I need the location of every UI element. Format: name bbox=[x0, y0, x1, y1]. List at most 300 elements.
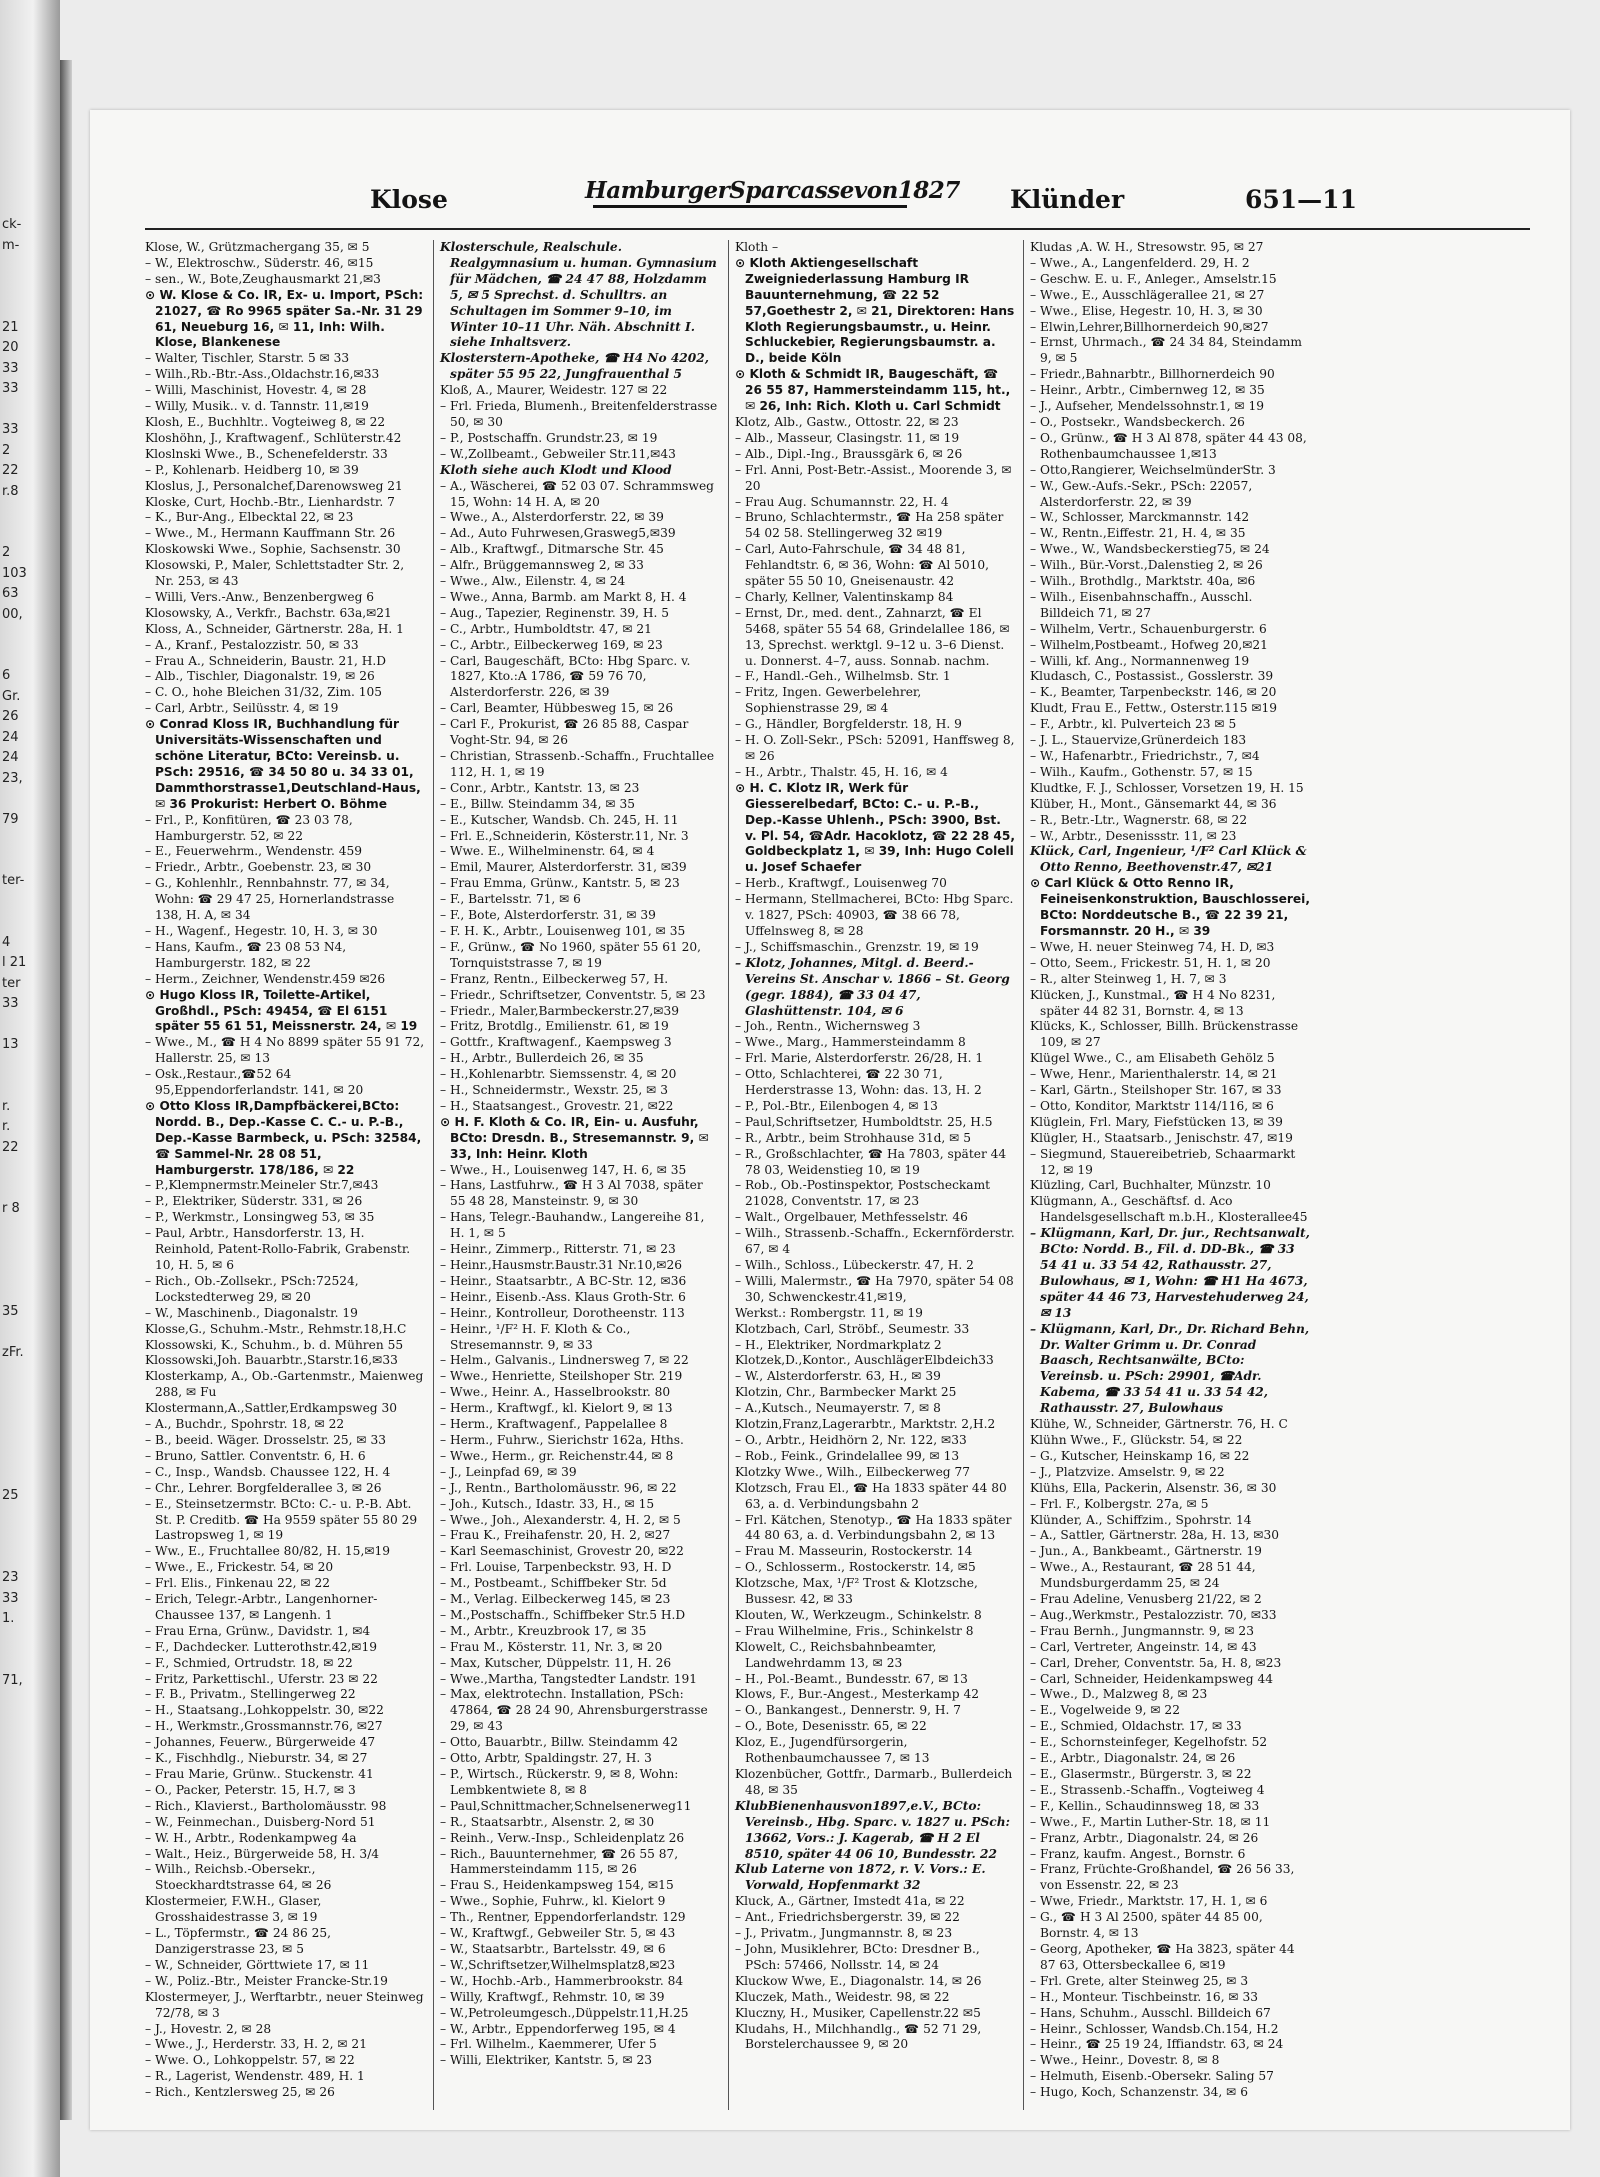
directory-entry: – Heinr.,Hausmstr.Baustr.31 Nr.10,✉26 bbox=[440, 1258, 682, 1272]
directory-entry: – E., Glasermstr., Bürgerstr. 3, ✉ 22 bbox=[1030, 1767, 1252, 1781]
directory-entry: – O., Schlosserm., Rostockerstr. 14, ✉5 bbox=[735, 1560, 976, 1575]
directory-entry: – Willi, Malermstr., ☎ Ha 7970, später 54 08 30, Schwenckestr.41,✉19, bbox=[735, 1273, 1014, 1304]
directory-entry: – Reinh., Verw.-Insp., Schleidenplatz 26 bbox=[440, 1830, 685, 1845]
directory-entry: Werkst.: Rombergstr. 11, ✉ 19 bbox=[735, 1305, 923, 1320]
directory-entry: – Wwe. O., Lohkoppelstr. 57, ✉ 22 bbox=[145, 2053, 355, 2068]
directory-entry: – Bruno, Schlachtermstr., ☎ Ha 258 später 54 02 58. Stellingerweg 32 ✉19 bbox=[735, 510, 1004, 541]
directory-entry: – Carl F., Prokurist, ☎ 26 85 88, Caspar Voght-Str. 94, ✉ 26 bbox=[440, 717, 689, 748]
directory-entry: – Emil, Maurer, Alsterdorferstr. 31, ✉39 bbox=[440, 860, 687, 875]
directory-entry: – J., Privatm., Jungmannstr. 8, ✉ 23 bbox=[735, 1926, 953, 1941]
directory-entry: – Hugo, Koch, Schanzenstr. 34, ✉ 6 bbox=[1030, 2085, 1248, 2100]
directory-entry: – Wwe., Sophie, Fuhrw., kl. Kielort 9 bbox=[440, 1894, 666, 1909]
directory-entry: – Otto,Rangierer, WeichselmünderStr. 3 bbox=[1030, 462, 1276, 477]
directory-entry: – Conr., Arbtr., Kantstr. 13, ✉ 23 bbox=[440, 780, 640, 795]
logo-underline bbox=[593, 205, 907, 208]
directory-entry: – R., alter Steinweg 1, H. 7, ✉ 3 bbox=[1030, 971, 1227, 986]
header-first-entry: Klose bbox=[370, 185, 448, 214]
directory-entry: – Fritz, Brotdlg., Emilienstr. 61, ✉ 19 bbox=[440, 1019, 669, 1034]
directory-entry: – H., Arbtr., Thalstr. 45, H. 16, ✉ 4 bbox=[735, 764, 948, 779]
directory-entry: – Wilh., Eisenbahnschaffn., Ausschl. Billdeich 71, ✉ 27 bbox=[1030, 589, 1253, 620]
adjacent-page-fragments: ck- m- 21 20 33 33 33 2 22 r.8 2 103 63 00, 6 Gr. 26 24 24 23, 79 ter- 4 l 21 ter 33 13 r. r. 22 r 8 35 zFr. 25 23 33 1. 71, bbox=[2, 217, 27, 1688]
directory-entry: – H., Staatsang.,Lohkoppelstr. 30, ✉22 bbox=[145, 1703, 384, 1718]
directory-entry: – G., Händler, Borgfelderstr. 18, H. 9 bbox=[735, 717, 962, 732]
directory-entry: – A.,Kutsch., Neumayerstr. 7, ✉ 8 bbox=[735, 1401, 941, 1416]
directory-entry: – Friedr.,Bahnarbtr., Billhornerdeich 90 bbox=[1030, 367, 1275, 382]
adjacent-page-edge bbox=[0, 0, 60, 2177]
directory-entry: – Wwe., Marg., Hammersteindamm 8 bbox=[735, 1035, 966, 1050]
directory-entry: – W. H., Arbtr., Rodenkampweg 4a bbox=[145, 1830, 357, 1845]
directory-entry: – Frl. Grete, alter Steinweg 25, ✉ 3 bbox=[1030, 1973, 1249, 1988]
directory-entry: – W., Hochb.-Arb., Hammerbrookstr. 84 bbox=[440, 1973, 684, 1988]
directory-entry: – Klügmann, Karl, Dr., Dr. Richard Behn, Dr. Walter Grimm u. Dr. Conrad Baasch, Rechtsanwälte, BCto: Vereinsb. u. PSch: 29901, ☎Adr. Kabema, ☎ 33 54 41 u. 33 54 42, Rathausstr. 27, Bulowhaus bbox=[1030, 1321, 1310, 1416]
directory-entry: – E., Schornsteinfeger, Kegelhofstr. 52 bbox=[1030, 1735, 1268, 1750]
directory-entry: – M., Verlag. Eilbeckerweg 145, ✉ 23 bbox=[440, 1592, 671, 1607]
directory-entry: – Wwe., Joh., Alexanderstr. 4, H. 2, ✉ 5 bbox=[440, 1512, 681, 1527]
directory-entry: – M., Postbeamt., Schiffbeker Str. 5d bbox=[440, 1576, 667, 1591]
directory-entry: – Fritz, Ingen. Gewerbelehrer, Sophienstrasse 29, ✉ 4 bbox=[735, 685, 922, 716]
directory-entry: – E., Strassenb.-Schaffn., Vogteiweg 4 bbox=[1030, 1782, 1265, 1797]
directory-entry: – P., Wirtsch., Rückerstr. 9, ✉ 8, Wohn: Lembkentwiete 8, ✉ 8 bbox=[440, 1767, 679, 1797]
directory-entry: – J., Schiffsmaschin., Grenzstr. 19, ✉ 19 bbox=[735, 939, 979, 954]
directory-entry: Klühn Wwe., F., Glückstr. 54, ✉ 22 bbox=[1030, 1432, 1243, 1447]
directory-entry: Kludt, Frau E., Fettw., Osterstr.115 ✉19 bbox=[1030, 701, 1278, 716]
directory-entry: – Bruno, Sattler. Conventstr. 6, H. 6 bbox=[145, 1448, 366, 1463]
directory-entry: Klows, F., Bur.-Angest., Mesterkamp 42 bbox=[735, 1687, 979, 1702]
directory-entry: Klügmann, A., Geschäftsf. d. Aco Handelsgesellschaft m.b.H., Klosterallee45 bbox=[1030, 1194, 1308, 1225]
directory-entry: – J., Platzvize. Amselstr. 9, ✉ 22 bbox=[1030, 1464, 1225, 1479]
directory-entry: Kluck, A., Gärtner, Imstedt 41a, ✉ 22 bbox=[735, 1894, 965, 1909]
directory-entry: – Wwe., Heinr. A., Hasselbrookstr. 80 bbox=[440, 1385, 671, 1400]
directory-entry: – Friedr., Maler,Barmbeckerstr.27,✉39 bbox=[440, 1003, 679, 1018]
directory-page bbox=[90, 110, 1570, 2130]
directory-entry: – Wwe., E., Ausschlägerallee 21, ✉ 27 bbox=[1030, 287, 1265, 302]
directory-entry: Klosowski, P., Maler, Schlettstadter Str. 2, Nr. 253, ✉ 43 bbox=[145, 558, 405, 589]
directory-entry: – Carl, Arbtr., Seilüsstr. 4, ✉ 19 bbox=[145, 701, 339, 716]
directory-entry: – Herm., Kraftwgf., kl. Kielort 9, ✉ 13 bbox=[440, 1401, 673, 1416]
directory-entry: – Gottfr., Kraftwagenf., Kaempsweg 3 bbox=[440, 1035, 672, 1050]
directory-entry: Klühs, Ella, Packerin, Alsenstr. 36, ✉ 30 bbox=[1030, 1480, 1277, 1495]
directory-entry: – Wwe., A., Alsterdorferstr. 22, ✉ 39 bbox=[440, 510, 664, 525]
directory-entry: – M.,Postschaffn., Schiffbeker Str.5 H.D bbox=[440, 1607, 686, 1622]
directory-entry: – Wwe. E., Wilhelminenstr. 64, ✉ 4 bbox=[440, 844, 655, 859]
directory-entry: Klosterstern-Apotheke, ☎ H4 No 4202, später 55 95 22, Jungfrauenthal 5 bbox=[440, 351, 709, 382]
directory-entry: Klosterkamp, A., Ob.-Gartenmstr., Maienweg 288, ✉ Fu bbox=[145, 1369, 424, 1400]
directory-entry: – Wwe., M., ☎ H 4 No 8899 später 55 91 72, Hallerstr. 25, ✉ 13 bbox=[145, 1035, 425, 1066]
directory-entry: – Willy, Kraftwgf., Rehmstr. 10, ✉ 39 bbox=[440, 1989, 665, 2004]
directory-entry: – Carl, Beamter, Hübbesweg 15, ✉ 26 bbox=[440, 701, 674, 716]
directory-entry: – Willi, Vers.-Anw., Benzenbergweg 6 bbox=[145, 589, 375, 604]
directory-entry: – Alb., Dipl.-Ing., Braussgärk 6, ✉ 26 bbox=[735, 446, 963, 461]
directory-entry: – Frau Erna, Grünw., Davidstr. 1, ✉4 bbox=[145, 1623, 371, 1638]
directory-entry: – E., Schmied, Oldachstr. 17, ✉ 33 bbox=[1030, 1719, 1242, 1734]
directory-entry: – A., Sattler, Gärtnerstr. 28a, H. 13, ✉30 bbox=[1030, 1528, 1280, 1543]
directory-entry: – Fritz, Parkettischl., Uferstr. 23 ✉ 22 bbox=[145, 1671, 378, 1686]
directory-entry: – W., Schlosser, Marckmannstr. 142 bbox=[1030, 510, 1250, 525]
directory-entry: – Wwe., H., Louisenweg 147, H. 6, ✉ 35 bbox=[440, 1162, 687, 1177]
directory-entry: – Wilh., Schloss., Lübeckerstr. 47, H. 2 bbox=[735, 1258, 974, 1272]
directory-entry: – Rich., Bauunternehmer, ☎ 26 55 87, Hammersteindamm 115, ✉ 26 bbox=[440, 1846, 679, 1877]
directory-entry: – Wilh., Bür.-Vorst.,Dalenstieg 2, ✉ 26 bbox=[1030, 558, 1263, 573]
directory-entry: Klück, Carl, Ingenieur, ¹/F² Carl Klück & Otto Renno, Beethovenstr.47, ✉21 bbox=[1030, 844, 1307, 875]
directory-entry: – E., Feuerwehrm., Wendenstr. 459 bbox=[145, 844, 362, 859]
directory-entry: – Wilh., Brothdlg., Marktstr. 40a, ✉6 bbox=[1030, 574, 1256, 589]
column-divider bbox=[1023, 240, 1024, 2110]
directory-entry: – M., Arbtr., Kreuzbrook 17, ✉ 35 bbox=[440, 1623, 647, 1638]
directory-entry: – Helm., Galvanis., Lindnersweg 7, ✉ 22 bbox=[440, 1353, 689, 1368]
directory-entry: – Wwe.,Martha, Tangstedter Landstr. 191 bbox=[440, 1671, 697, 1686]
directory-entry: Klüzling, Carl, Buchhalter, Münzstr. 10 bbox=[1030, 1178, 1271, 1193]
directory-entry: – Paul,Schnittmacher,Schnelsenerweg11 bbox=[440, 1798, 692, 1813]
directory-entry: – Hans, Lastfuhrw., ☎ H 3 Al 7038, später 55 48 28, Mansteinstr. 9, ✉ 30 bbox=[440, 1178, 703, 1209]
page-number: 651—11 bbox=[1245, 185, 1357, 214]
directory-entry: – Carl, Vertreter, Angeinstr. 14, ✉ 43 bbox=[1030, 1639, 1257, 1654]
directory-entry: – G., Kohlenhlr., Rennbahnstr. 77, ✉ 34, Wohn: ☎ 29 47 25, Hornerlandstrasse 138, H. A, ✉ 34 bbox=[145, 876, 395, 923]
directory-entry: Klünder, A., Schiffzim., Spohrstr. 14 bbox=[1030, 1512, 1252, 1527]
directory-entry: – Herm., Zeichner, Wendenstr.459 ✉26 bbox=[145, 971, 386, 986]
directory-entry: – Frl. Louise, Tarpenbeckstr. 93, H. D bbox=[440, 1560, 672, 1575]
directory-entry: – Carl, Schneider, Heidenkampsweg 44 bbox=[1030, 1671, 1273, 1686]
directory-entry: – Friedr., Arbtr., Goebenstr. 23, ✉ 30 bbox=[145, 860, 372, 875]
directory-entry: Kluczny, H., Musiker, Capellenstr.22 ✉5 bbox=[735, 2005, 981, 2020]
directory-entry: – Hans, Telegr.-Bauhandw., Langereihe 81, H. 1, ✉ 5 bbox=[440, 1210, 705, 1241]
directory-entry: – Heinr., Schlosser, Wandsb.Ch.154, H.2 bbox=[1030, 2021, 1279, 2036]
directory-entry: – Wwe., Herm., gr. Reichenstr.44, ✉ 8 bbox=[440, 1448, 674, 1463]
directory-entry: Kloth – bbox=[735, 240, 779, 254]
directory-entry: Klotzin, Chr., Barmbecker Markt 25 bbox=[735, 1385, 957, 1400]
directory-entry: Kloß, A., Maurer, Weidestr. 127 ✉ 22 bbox=[440, 383, 668, 398]
directory-entry: Klotzsch, Frau El., ☎ Ha 1833 später 44 80 63, a. d. Verbindungsbahn 2 bbox=[735, 1480, 1007, 1511]
directory-entry: – Wwe., D., Malzweg 8, ✉ 23 bbox=[1030, 1687, 1208, 1702]
directory-entry: Kloskowski Wwe., Sophie, Sachsenstr. 30 bbox=[145, 542, 401, 557]
directory-entry: Kludasch, C., Postassist., Gosslerstr. 39 bbox=[1030, 669, 1274, 684]
directory-entry: – Frl., P., Konfitüren, ☎ 23 03 78, Hamburgerstr. 52, ✉ 22 bbox=[145, 812, 353, 843]
directory-entry: – W., Hafenarbtr., Friedrichstr., 7, ✉4 bbox=[1030, 749, 1260, 763]
directory-entry: – F., Handl.-Geh., Wilhelmsb. Str. 1 bbox=[735, 669, 951, 684]
directory-entry: – Frau A., Schneiderin, Baustr. 21, H.D bbox=[145, 653, 386, 668]
directory-entry: – Frl. Kätchen, Stenotyp., ☎ Ha 1833 später 44 80 63, a. d. Verbindungsbahn 2, ✉ 13 bbox=[735, 1512, 1012, 1543]
directory-entry: – Wwe., Heinr., Dovestr. 8, ✉ 8 bbox=[1030, 2053, 1220, 2068]
directory-entry: – Friedr., Schriftsetzer, Conventstr. 5, ✉ 23 bbox=[440, 987, 706, 1002]
directory-entry: KlubBienenhausvon1897,e.V., BCto: Vereinsb., Hbg. Sparc. v. 1827 u. PSch: 13662, Vors.: J. Kagerab, ☎ H 2 El 8510, später 44 06 10, Bundesstr. 22 bbox=[735, 1798, 1011, 1861]
directory-entry: – Frl. E.,Schneiderin, Kösterstr.11, Nr. 3 bbox=[440, 828, 689, 843]
directory-entry: – Siegmund, Stauereibetrieb, Schaarmarkt 12, ✉ 19 bbox=[1030, 1146, 1296, 1177]
directory-entry: Klügler, H., Staatsarb., Jenischstr. 47, ✉19 bbox=[1030, 1130, 1293, 1145]
directory-entry: – Frau K., Freihafenstr. 20, H. 2, ✉27 bbox=[440, 1528, 671, 1543]
directory-entry: – C., Arbtr., Eilbeckerweg 169, ✉ 23 bbox=[440, 637, 663, 652]
directory-entry: – G., ☎ H 3 Al 2500, später 44 85 00, Bornstr. 4, ✉ 13 bbox=[1030, 1910, 1263, 1941]
directory-entry: Kloth siehe auch Klodt und Klood bbox=[440, 462, 672, 477]
directory-entry: – Frl. Elis., Finkenau 22, ✉ 22 bbox=[145, 1576, 330, 1591]
directory-entry: – Wwe., Alw., Eilenstr. 4, ✉ 24 bbox=[440, 574, 626, 589]
directory-entry: – H., Elektriker, Nordmarkplatz 2 bbox=[735, 1337, 942, 1352]
directory-entry: – Wilh., Strassenb.-Schaffn., Eckernförderstr. 67, ✉ 4 bbox=[735, 1226, 1015, 1257]
directory-entry: Klostermann,A.,Sattler,Erdkampsweg 30 bbox=[145, 1401, 397, 1416]
directory-entry: – E., Kutscher, Wandsb. Ch. 245, H. 11 bbox=[440, 812, 679, 827]
directory-entry: – J., Aufseher, Mendelssohnstr.1, ✉ 19 bbox=[1030, 399, 1265, 414]
column-divider bbox=[728, 240, 729, 2110]
directory-entry: – A., Kranf., Pestalozzistr. 50, ✉ 33 bbox=[145, 637, 359, 652]
directory-entry: – C., Arbtr., Humboldtstr. 47, ✉ 21 bbox=[440, 621, 652, 636]
directory-entry: – W., Arbtr., Desenissstr. 11, ✉ 23 bbox=[1030, 828, 1237, 843]
directory-entry: ⊙ W. Klose & Co. IR, Ex- u. Import, PSch: 21027, ☎ Ro 9965 später Sa.-Nr. 31 29 61, Neueburg 16, ✉ 11, Inh: Wilh. Klose, Blankenese bbox=[145, 287, 424, 350]
directory-entry: – O., Arbtr., Heidhörn 2, Nr. 122, ✉33 bbox=[735, 1432, 967, 1447]
directory-entry: – H., Werkmstr.,Grossmannstr.76, ✉27 bbox=[145, 1719, 383, 1734]
directory-entry: – H., Schneidermstr., Wexstr. 25, ✉ 3 bbox=[440, 1083, 668, 1098]
directory-entry: – Frau Marie, Grünw.. Stuckenstr. 41 bbox=[145, 1767, 374, 1781]
directory-entry: – E., Vogelweide 9, ✉ 22 bbox=[1030, 1703, 1180, 1718]
directory-entry: Klotzbach, Carl, Ströbf., Seumestr. 33 bbox=[735, 1321, 970, 1336]
directory-entry: – P., Kohlenarb. Heidberg 10, ✉ 39 bbox=[145, 462, 359, 477]
directory-entry: – K., Fischhdlg., Nieburstr. 34, ✉ 27 bbox=[145, 1751, 368, 1766]
directory-entry: – Wwe., Henriette, Steilshoper Str. 219 bbox=[440, 1369, 683, 1384]
directory-entry: – Paul,Schriftsetzer, Humboldtstr. 25, H.5 bbox=[735, 1114, 993, 1129]
directory-entry: – Otto, Konditor, Marktstr 114/116, ✉ 6 bbox=[1030, 1098, 1274, 1113]
directory-entry: – Walt., Heiz., Bürgerweide 58, H. 3/4 bbox=[145, 1846, 380, 1861]
directory-entry: Klossowski,Joh. Bauarbtr.,Starstr.16,✉33 bbox=[145, 1353, 398, 1368]
column-divider bbox=[433, 240, 434, 2110]
directory-entry: – Otto, Arbtr, Spaldingstr. 27, H. 3 bbox=[440, 1751, 652, 1766]
directory-entry: – Wwe., J., Herderstr. 33, H. 2, ✉ 21 bbox=[145, 2037, 367, 2052]
directory-entry: – W., Staatsarbtr., Bartelsstr. 49, ✉ 6 bbox=[440, 1941, 666, 1956]
directory-entry: Klostermeier, F.W.H., Glaser, Grosshaidestrasse 3, ✉ 19 bbox=[145, 1894, 322, 1925]
directory-entry: Klosh, E., Buchhltr.. Vogteiweg 8, ✉ 22 bbox=[145, 414, 386, 429]
directory-entry: – Hermann, Stellmacherei, BCto: Hbg Sparc. v. 1827, PSch: 40903, ☎ 38 66 78, Uffelnsweg 8, ✉ 28 bbox=[735, 892, 1014, 938]
directory-entry: – Christian, Strassenb.-Schaffn., Fruchtallee 112, H. 1, ✉ 19 bbox=[440, 749, 715, 779]
directory-entry: – Franz, Arbtr., Diagonalstr. 24, ✉ 26 bbox=[1030, 1830, 1259, 1845]
directory-entry: Klowelt, C., Reichsbahnbeamter, Landwehrdamm 13, ✉ 23 bbox=[735, 1639, 937, 1670]
directory-entry: – F., Dachdecker. Lutterothstr.42,✉19 bbox=[145, 1639, 378, 1654]
directory-entry: – Joh., Kutsch., Idastr. 33, H., ✉ 15 bbox=[440, 1496, 655, 1511]
directory-entry: ⊙ Carl Klück & Otto Renno IR, Feineisenkonstruktion, Bauschlosserei, BCto: Norddeutsche B., ☎ 22 39 21, Forsmannstr. 20 H., ✉ 39 bbox=[1030, 876, 1310, 938]
directory-entry: – Wilh.,Rb.-Btr.-Ass.,Oldachstr.16,✉33 bbox=[145, 367, 380, 382]
directory-entry: – Rich., Kentzlersweg 25, ✉ 26 bbox=[145, 2085, 335, 2100]
directory-entry: Klouten, W., Werkzeugm., Schinkelstr. 8 bbox=[735, 1607, 982, 1622]
book-spine-shadow bbox=[60, 60, 72, 2120]
directory-entry: – R., Lagerist, Wendenstr. 489, H. 1 bbox=[145, 2069, 365, 2084]
directory-entry: – H., Arbtr., Bullerdeich 26, ✉ 35 bbox=[440, 1051, 644, 1066]
directory-entry: Klub Laterne von 1872, r. V. Vors.: E. Vorwald, Hopfenmarkt 32 bbox=[735, 1862, 986, 1893]
directory-entry: – Wwe., A., Restaurant, ☎ 28 51 44, Mundsburgerdamm 25, ✉ 24 bbox=[1030, 1560, 1256, 1591]
directory-entry: – Wwe., M., Hermann Kauffmann Str. 26 bbox=[145, 526, 396, 541]
directory-entry: Klotzek,D.,Kontor., AuschlägerElbdeich33 bbox=[735, 1353, 994, 1368]
directory-entry: Kloss, A., Schneider, Gärtnerstr. 28a, H. 1 bbox=[145, 621, 404, 636]
directory-entry: Kludahs, H., Milchhandlg., ☎ 52 71 29, Borstelerchaussee 9, ✉ 20 bbox=[735, 2021, 982, 2052]
directory-entry: – W., Kraftwgf., Gebweiler Str. 5, ✉ 43 bbox=[440, 1926, 676, 1941]
directory-entry: Kloz, E., Jugendfürsorgerin, Rothenbaumchaussee 7, ✉ 13 bbox=[735, 1735, 930, 1766]
directory-entry: – H., Monteur. Tischbeinstr. 16, ✉ 33 bbox=[1030, 1989, 1259, 2004]
directory-entry: Kloshöhn, J., Kraftwagenf., Schlüterstr.42 bbox=[145, 430, 402, 445]
directory-entry: – Wwe., W., Wandsbeckerstieg75, ✉ 24 bbox=[1030, 542, 1270, 557]
directory-entry: – K., Bur-Ang., Elbecktal 22, ✉ 23 bbox=[145, 510, 354, 525]
directory-entry: – G., Kutscher, Heinskamp 16, ✉ 22 bbox=[1030, 1448, 1250, 1463]
directory-entry: – W., Rentn.,Eiffestr. 21, H. 4, ✉ 35 bbox=[1030, 526, 1246, 541]
sparkasse-logo bbox=[585, 155, 960, 215]
directory-entry: – O., Postsekr., Wandsbeckerch. 26 bbox=[1030, 414, 1245, 429]
directory-entry: Klose, W., Grützmachergang 35, ✉ 5 bbox=[145, 240, 370, 254]
directory-entry: – Herm., Fuhrw., Sierichstr 162a, Hths. bbox=[440, 1432, 684, 1447]
column-2 bbox=[440, 240, 720, 2069]
directory-entry: – Frl. Wilhelm., Kaemmerer, Ufer 5 bbox=[440, 2037, 657, 2052]
directory-entry: ⊙ Kloth Aktiengesellschaft Zweigniederlassung Hamburg IR Bauunternehmung, ☎ 22 52 57,Goethestr 2, ✉ 21, Direktoren: Hans Kloth Regierungsbaumstr., u. Heinr. Schluckebier, Regierungsbaumstr. a. D., beide Köln bbox=[735, 255, 1015, 366]
directory-entry: ⊙ Otto Kloss IR,Dampfbäckerei,BCto: Nordd. B., Dep.-Kasse C. C.- u. P.-B., Dep.-Kasse Barmbeck, u. PSch: 32584, ☎ Sammel-Nr. 28 08 51, Hamburgerstr. 178/186, ✉ 22 bbox=[145, 1098, 422, 1177]
directory-entry: – A., Buchdr., Spohrstr. 18, ✉ 22 bbox=[145, 1417, 345, 1432]
directory-entry: – Walt., Orgelbauer, Methfesselstr. 46 bbox=[735, 1210, 968, 1225]
directory-entry: – Ant., Friedrichsbergerstr. 39, ✉ 22 bbox=[735, 1910, 960, 1925]
directory-entry: – Alfr., Brüggemannsweg 2, ✉ 33 bbox=[440, 558, 644, 573]
directory-entry: – J., Leinpfad 69, ✉ 39 bbox=[440, 1464, 577, 1479]
directory-entry: – W., Elektroschw., Süderstr. 46, ✉15 bbox=[145, 255, 374, 270]
directory-entry: – Heinr., ☎ 25 19 24, Iffiandstr. 63, ✉ 24 bbox=[1030, 2037, 1284, 2052]
directory-entry: – F. B., Privatm., Stellingerweg 22 bbox=[145, 1687, 356, 1702]
directory-entry: – Wwe., Elise, Hegestr. 10, H. 3, ✉ 30 bbox=[1030, 303, 1263, 318]
directory-entry: Klühe, W., Schneider, Gärtnerstr. 76, H. C bbox=[1030, 1417, 1288, 1432]
directory-entry: – R., Betr.-Ltr., Wagnerstr. 68, ✉ 22 bbox=[1030, 812, 1248, 827]
directory-entry: – Rich., Klavierst., Bartholomäusstr. 98 bbox=[145, 1798, 387, 1813]
directory-entry: – W., Alsterdorferstr. 63, H., ✉ 39 bbox=[735, 1369, 941, 1384]
directory-entry: – Chr., Lehrer. Borgfelderallee 3, ✉ 26 bbox=[145, 1480, 382, 1495]
directory-entry: – Rob., Ob.-Postinspektor, Postscheckamt 21028, Conventstr. 17, ✉ 23 bbox=[735, 1178, 991, 1209]
directory-entry: Kloske, Curt, Hochb.-Btr., Lienhardstr. 7 bbox=[145, 494, 395, 509]
directory-entry: – Herm., Kraftwagenf., Pappelallee 8 bbox=[440, 1417, 668, 1432]
directory-entry: – H.,Kohlenarbtr. Siemssenstr. 4, ✉ 20 bbox=[440, 1067, 677, 1082]
directory-entry: Klostermeyer, J., Werftarbtr., neuer Steinweg 72/78, ✉ 3 bbox=[145, 1989, 424, 2020]
directory-entry: Klügel Wwe., C., am Elisabeth Gehölz 5 bbox=[1030, 1051, 1275, 1066]
directory-entry: – R., Großschlachter, ☎ Ha 7803, später 44 78 03, Weidenstieg 10, ✉ 19 bbox=[735, 1146, 1007, 1177]
directory-entry: Klozenbücher, Gottfr., Darmarb., Bullerdeich 48, ✉ 35 bbox=[735, 1767, 1013, 1797]
directory-entry: – Aug.,Werkmstr., Pestalozzistr. 70, ✉33 bbox=[1030, 1607, 1277, 1622]
directory-entry: – Wwe, Henr., Marienthalerstr. 14, ✉ 21 bbox=[1030, 1067, 1278, 1082]
directory-entry: – Paul, Arbtr., Hansdorferstr. 13, H. Reinhold, Patent-Rollo-Fabrik, Grabenstr. 10, H. 5, ✉ 6 bbox=[145, 1226, 411, 1272]
header-last-entry: Klünder bbox=[1010, 185, 1125, 214]
directory-entry: ⊙ H. C. Klotz IR, Werk für Giesserelbedarf, BCto: C.- u. P.-B., Dep.-Kasse Uhlenh., PSch: 3900, Bst. v. Pl. 54, ☎Adr. Hacoklotz, ☎ 22 28 45, Goldbeckplatz 1, ✉ 39, Inh: Hugo Colell u. Josef Schaefer bbox=[735, 780, 1016, 875]
directory-entry: Kluczek, Math., Weidestr. 98, ✉ 22 bbox=[735, 1989, 950, 2004]
directory-entry: – Frau Bernh., Jungmannstr. 9, ✉ 23 bbox=[1030, 1623, 1254, 1638]
directory-entry: – Wilhelm,Postbeamt., Hofweg 20,✉21 bbox=[1030, 637, 1268, 652]
page-header bbox=[90, 110, 1570, 220]
directory-entry: – P., Postschaffn. Grundstr.23, ✉ 19 bbox=[440, 430, 658, 445]
directory-entry: Klücken, J., Kunstmal., ☎ H 4 No 8231, später 44 82 31, Bornstr. 4, ✉ 13 bbox=[1030, 987, 1276, 1018]
directory-entry: Klotzky Wwe., Wilh., Eilbeckerweg 77 bbox=[735, 1464, 970, 1479]
column-3 bbox=[735, 240, 1015, 2053]
directory-entry: – W.,Schriftsetzer,Wilhelmsplatz8,✉23 bbox=[440, 1957, 676, 1972]
directory-entry: – Alb., Kraftwgf., Ditmarsche Str. 45 bbox=[440, 542, 664, 557]
directory-entry: – P.,Klempnermstr.Meineler Str.7,✉43 bbox=[145, 1178, 379, 1193]
directory-entry: – Willi, kf. Ang., Normannenweg 19 bbox=[1030, 653, 1250, 668]
directory-entry: – Rob., Feink., Grindelallee 99, ✉ 13 bbox=[735, 1448, 960, 1463]
directory-entry: – Carl, Dreher, Conventstr. 5a, H. 8, ✉23 bbox=[1030, 1655, 1282, 1670]
directory-entry: – Frau Adeline, Venusberg 21/22, ✉ 2 bbox=[1030, 1592, 1262, 1607]
directory-entry: – Willi, Elektriker, Kantstr. 5, ✉ 23 bbox=[440, 2053, 653, 2068]
directory-entry: – Frl. Anni, Post-Betr.-Assist., Moorende 3, ✉ 20 bbox=[735, 462, 1012, 493]
directory-entry: – Heinr., Eisenb.-Ass. Klaus Groth-Str. 6 bbox=[440, 1289, 686, 1304]
directory-entry: – J., Hovestr. 2, ✉ 28 bbox=[145, 2021, 272, 2036]
directory-entry: – F. H. K., Arbtr., Louisenweg 101, ✉ 35 bbox=[440, 923, 686, 938]
directory-entry: Klüglein, Frl. Mary, Fiefstücken 13, ✉ 39 bbox=[1030, 1114, 1283, 1129]
directory-entry: ⊙ Conrad Kloss IR, Buchhandlung für Universitäts-Wissenschaften und schöne Literatur, BCto: Vereinsb. u. PSch: 29516, ☎ 34 50 80 u. 34 33 01, Dammthorstrasse1,Deutschland-Haus, ✉ 36 Prokurist: Herbert O. Böhme bbox=[145, 717, 421, 811]
directory-entry: – Hans, Schuhm., Ausschl. Billdeich 67 bbox=[1030, 2005, 1271, 2020]
directory-entry: – F., Bartelsstr. 71, ✉ 6 bbox=[440, 892, 581, 907]
directory-entry: – W., Maschinenb., Diagonalstr. 19 bbox=[145, 1305, 358, 1320]
directory-entry: – Osk.,Restaur.,☎52 64 95,Eppendorferlandstr. 141, ✉ 20 bbox=[145, 1067, 364, 1098]
directory-entry: Kluckow Wwe, E., Diagonalstr. 14, ✉ 26 bbox=[735, 1973, 982, 1988]
directory-entry: – Charly, Kellner, Valentinskamp 84 bbox=[735, 589, 954, 604]
directory-entry: Kloslnski Wwe., B., Schenefelderstr. 33 bbox=[145, 446, 388, 461]
directory-entry: – Wwe, H. neuer Steinweg 74, H. D, ✉3 bbox=[1030, 939, 1275, 954]
directory-entry: – Wilhelm, Vertr., Schauenburgerstr. 6 bbox=[1030, 621, 1267, 636]
directory-entry: – C., Insp., Wandsb. Chaussee 122, H. 4 bbox=[145, 1464, 391, 1479]
directory-entry: – Johannes, Feuerw., Bürgerweide 47 bbox=[145, 1735, 376, 1750]
directory-entry: – Walter, Tischler, Starstr. 5 ✉ 33 bbox=[145, 351, 350, 366]
column-1 bbox=[145, 240, 425, 2101]
directory-entry: – C. O., hohe Bleichen 31/32, Zim. 105 bbox=[145, 685, 383, 700]
directory-entry: – F., Schmied, Ortrudstr. 18, ✉ 22 bbox=[145, 1655, 353, 1670]
directory-entry: – Frl. Frieda, Blumenh., Breitenfelderstrasse 50, ✉ 30 bbox=[440, 399, 718, 429]
directory-entry: – R., Staatsarbtr., Alsenstr. 2, ✉ 30 bbox=[440, 1814, 655, 1829]
directory-entry: – W., Schneider, Görttwiete 17, ✉ 11 bbox=[145, 1957, 370, 1972]
directory-entry: – Alb., Masseur, Clasingstr. 11, ✉ 19 bbox=[735, 430, 960, 445]
directory-entry: – Rich., Ob.-Zollsekr., PSch:72524, Lockstedterweg 29, ✉ 20 bbox=[145, 1273, 359, 1304]
directory-entry: – Hans, Kaufm., ☎ 23 08 53 N4, Hamburgerstr. 182, ✉ 22 bbox=[145, 939, 347, 970]
directory-entry: – E., Arbtr., Diagonalstr. 24, ✉ 26 bbox=[1030, 1751, 1236, 1766]
directory-entry: – Karl Seemaschinist, Grovestr 20, ✉22 bbox=[440, 1544, 684, 1559]
directory-entry: – H. O. Zoll-Sekr., PSch: 52091, Hanffsweg 8, ✉ 26 bbox=[735, 733, 1015, 763]
directory-entry: ⊙ Kloth & Schmidt IR, Baugeschäft, ☎ 26 55 87, Hammersteindamm 115, ht., ✉ 26, Inh: Rich. Kloth u. Carl Schmidt bbox=[735, 367, 1011, 414]
directory-entry: – Alb., Tischler, Diagonalstr. 19, ✉ 26 bbox=[145, 669, 375, 684]
directory-entry: – Otto, Schlachterei, ☎ 22 30 71, Herderstrasse 13, Wohn: das. 13, H. 2 bbox=[735, 1067, 982, 1098]
directory-entry: – Frau M. Masseurin, Rostockerstr. 14 bbox=[735, 1544, 973, 1559]
directory-entry: – K., Beamter, Tarpenbeckstr. 146, ✉ 20 bbox=[1030, 685, 1277, 700]
directory-entry: – Heinr., Arbtr., Cimbernweg 12, ✉ 35 bbox=[1030, 383, 1265, 398]
directory-entry: – R., Arbtr., beim Strohhause 31d, ✉ 5 bbox=[735, 1130, 972, 1145]
directory-entry: – L., Töpfermstr., ☎ 24 86 25, Danzigerstrasse 23, ✉ 5 bbox=[145, 1926, 332, 1956]
directory-entry: – Willi, Maschinist, Hovestr. 4, ✉ 28 bbox=[145, 383, 367, 398]
directory-entry: Klücks, K., Schlosser, Billh. Brückenstrasse 109, ✉ 27 bbox=[1030, 1019, 1299, 1050]
directory-entry: – Franz, kaufm. Angest., Bornstr. 6 bbox=[1030, 1846, 1246, 1861]
directory-entry: Kludtke, F. J., Schlosser, Vorsetzen 19, H. 15 bbox=[1030, 780, 1304, 795]
directory-entry: – Ernst, Uhrmach., ☎ 24 34 84, Steindamm 9, ✉ 5 bbox=[1030, 335, 1302, 366]
directory-entry: – Otto, Seem., Frickestr. 51, H. 1, ✉ 20 bbox=[1030, 955, 1271, 970]
column-4 bbox=[1030, 240, 1310, 2101]
directory-entry: – Frau Aug. Schumannstr. 22, H. 4 bbox=[735, 494, 949, 509]
directory-entry: – H., Staatsangest., Grovestr. 21, ✉22 bbox=[440, 1098, 674, 1113]
directory-entry: – F., Bote, Alsterdorferstr. 31, ✉ 39 bbox=[440, 908, 656, 923]
directory-entry: – F., Arbtr., kl. Pulverteich 23 ✉ 5 bbox=[1030, 717, 1237, 732]
directory-entry: – Heinr., Zimmerp., Ritterstr. 71, ✉ 23 bbox=[440, 1242, 676, 1257]
directory-entry: – Carl, Auto-Fahrschule, ☎ 34 48 81, Fehlandtstr. 6, ✉ 36, Wohn: ☎ Al 5010, später 55 50 10, Gneisenaustr. 42 bbox=[735, 542, 990, 589]
directory-entry: Klotz, Alb., Gastw., Ottostr. 22, ✉ 23 bbox=[735, 414, 959, 429]
directory-entry: – P., Pol.-Btr., Eilenbogen 4, ✉ 13 bbox=[735, 1098, 938, 1113]
directory-entry: – J., Rentn., Bartholomäusstr. 96, ✉ 22 bbox=[440, 1480, 677, 1495]
directory-entry: Klüber, H., Mont., Gänsemarkt 44, ✉ 36 bbox=[1030, 796, 1277, 811]
directory-entry: – Ad., Auto Fuhrwesen,Grasweg5,✉39 bbox=[440, 526, 676, 541]
directory-entry: – Th., Rentner, Eppendorferlandstr. 129 bbox=[440, 1910, 686, 1925]
directory-entry: – Willy, Musik.. v. d. Tannstr. 11,✉19 bbox=[145, 399, 369, 414]
directory-entry: – E., Steinsetzermstr. BCto: C.- u. P.-B. Abt. St. P. Creditb. ☎ Ha 9559 später 55 80 29 Lastropsweg 1, ✉ 19 bbox=[145, 1496, 418, 1543]
directory-entry: – W., Poliz.-Btr., Meister Francke-Str.19 bbox=[145, 1973, 388, 1988]
directory-entry: – A., Wäscherei, ☎ 52 03 07. Schrammsweg 15, Wohn: 14 H. A, ✉ 20 bbox=[440, 478, 714, 509]
directory-entry: – Ernst, Dr., med. dent., Zahnarzt, ☎ El 5468, später 55 54 68, Grindelallee 186, ✉ 13, Sprechst. werktgl. 9–12 u. 3–6 Dienst. u. Donnerst. 4–7, auss. Sonnab. nachm. bbox=[735, 605, 1010, 668]
directory-entry: – E., Billw. Steindamm 34, ✉ 35 bbox=[440, 796, 635, 811]
directory-entry: – Georg, Apotheker, ☎ Ha 3823, später 44 87 63, Ottersbeckallee 6, ✉19 bbox=[1030, 1941, 1295, 1972]
directory-entry: Klotzsche, Max, ¹/F² Trost & Klotzsche, Bussesr. 42, ✉ 33 bbox=[735, 1576, 978, 1607]
directory-entry: – P., Werkmstr., Lonsingweg 53, ✉ 35 bbox=[145, 1210, 375, 1225]
directory-entry: – W., Feinmechan., Duisberg-Nord 51 bbox=[145, 1814, 376, 1829]
directory-entry: – Frl. F., Kolbergstr. 27a, ✉ 5 bbox=[1030, 1496, 1209, 1511]
directory-entry: – Frl. Marie, Alsterdorferstr. 26/28, H. 1 bbox=[735, 1051, 984, 1066]
directory-entry: – Klotz, Johannes, Mitgl. d. Beerd.-Vereins St. Anschar v. 1866 – St. Georg (gegr. 1884), ☎ 33 04 47, Glashüttenstr. 104, ✉ 6 bbox=[735, 955, 1010, 1018]
directory-entry: – F., Kellin., Schaudinnsweg 18, ✉ 33 bbox=[1030, 1798, 1260, 1813]
directory-entry: – Erich, Telegr.-Arbtr., Langenhorner-Chaussee 137, ✉ Langenh. 1 bbox=[145, 1592, 378, 1622]
